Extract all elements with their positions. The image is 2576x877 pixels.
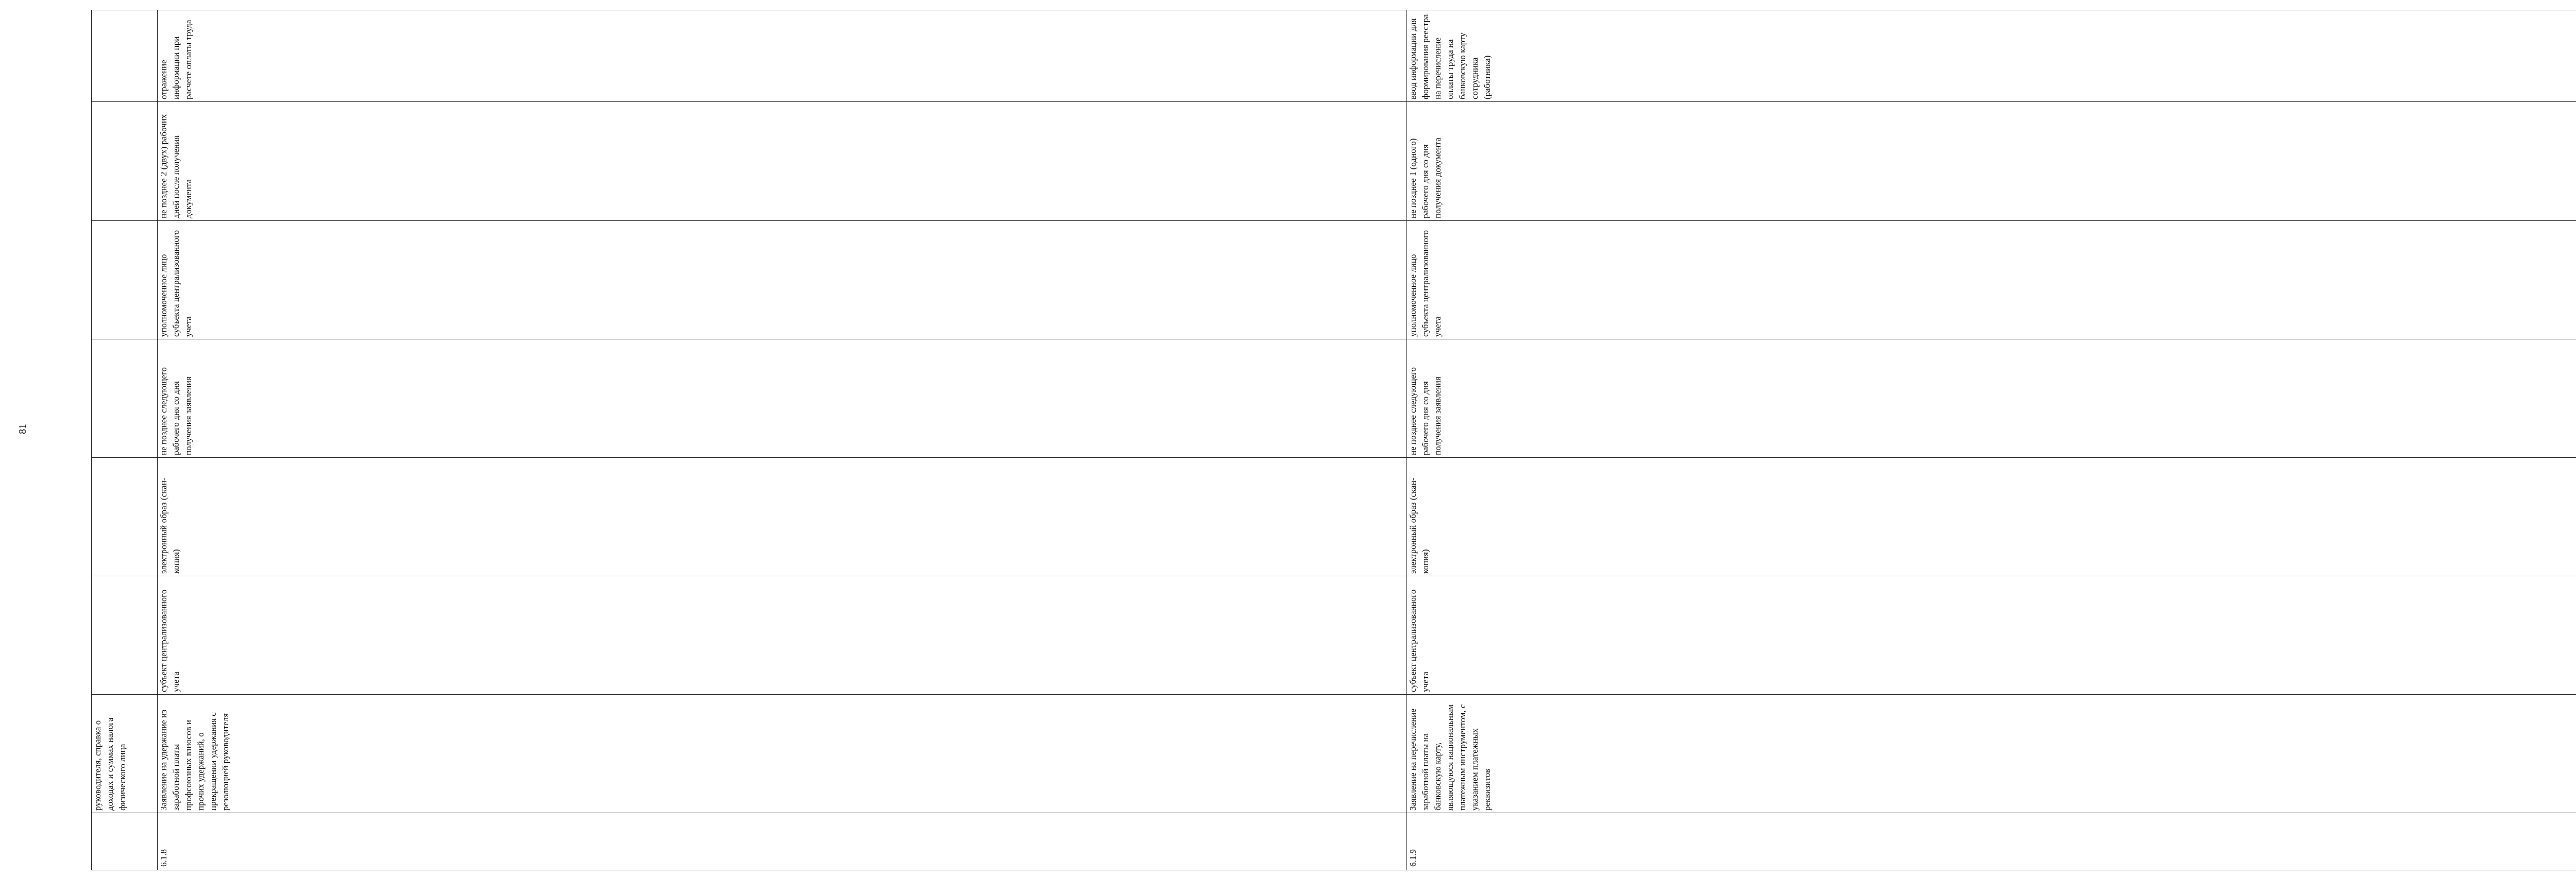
table-row <box>158 10 1407 870</box>
page-number: 81 <box>17 424 28 434</box>
rotated-table-container <box>91 14 1492 870</box>
table-cell-col-2: Заявление на удержание из заработной платы профсоюзных взносов и прочих удержаний, о прекращении удержания с резолюцией руководителя <box>158 695 1407 813</box>
table-cell-col-4: электронный образ (скан-копия) <box>1407 458 2576 576</box>
table-cell-col-4 <box>92 458 158 576</box>
table-cell-col-3: субъект централизованного учета <box>1407 576 2576 695</box>
table-cell-col-8: отражение информации при расчете оплаты труда <box>158 10 1407 102</box>
table-row <box>92 10 158 870</box>
table-cell-col-7 <box>92 102 158 221</box>
table-cell-col-5: не позднее следующего рабочего дня со дня получения заявления <box>1407 339 2576 458</box>
table-row <box>1407 10 2576 870</box>
table-cell-col-8 <box>92 10 158 102</box>
row-number-cell <box>92 813 158 870</box>
table-cell-col-5 <box>92 339 158 458</box>
table-cell-col-2: Заявление на перечисление заработной платы на банковскую карту, являющуюся национальным платежным инструментом, с указанием платежных реквизитов <box>1407 695 2576 813</box>
document-table <box>91 10 2576 870</box>
table-cell-col-8: ввод информации для формирования реестра на перечисление оплаты труда на банковскую карту сотрудника (работника) <box>1407 10 2576 102</box>
table-cell-col-2: руководителя, справка о доходах и суммах налога физического лица <box>92 695 158 813</box>
table-cell-col-3: субъект централизованного учета <box>158 576 1407 695</box>
row-number-cell: 6.1.8 <box>158 813 1407 870</box>
table-cell-col-6 <box>92 221 158 339</box>
table-cell-col-3 <box>92 576 158 695</box>
table-cell-col-5: не позднее следующего рабочего дня со дня получения заявления <box>158 339 1407 458</box>
table-cell-col-7: не позднее 1 (одного) рабочего дня со дня получения документа <box>1407 102 2576 221</box>
table-cell-col-7: не позднее 2 (двух) рабочих дней после получения документа <box>158 102 1407 221</box>
table-body <box>92 10 2576 870</box>
row-number-cell: 6.1.9 <box>1407 813 2576 870</box>
table-cell-col-6: уполномоченное лицо субъекта централизованного учета <box>1407 221 2576 339</box>
table-cell-col-6: уполномоченное лицо субъекта централизованного учета <box>158 221 1407 339</box>
table-cell-col-4: электронный образ (скан-копия) <box>158 458 1407 576</box>
